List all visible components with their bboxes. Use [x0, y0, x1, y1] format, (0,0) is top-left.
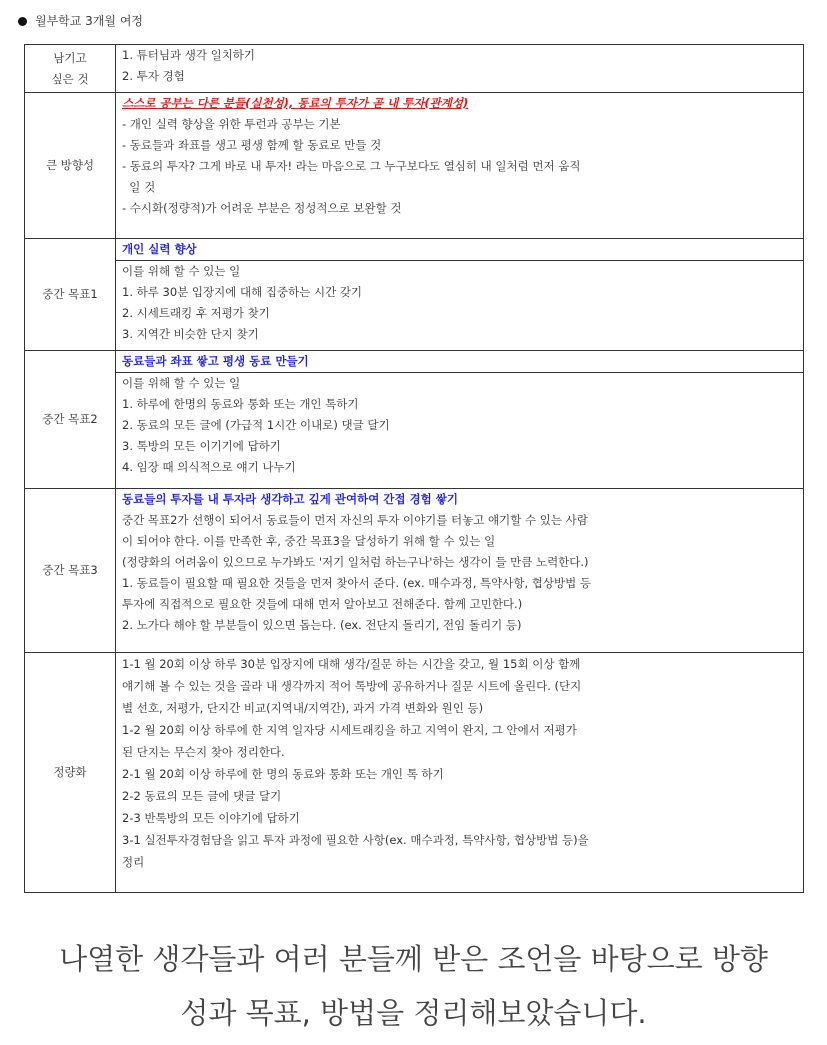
highlight-text: 동료들의 투자를 내 투자라 생각하고 깊게 관여하여 간접 경험 쌓기	[122, 492, 458, 506]
row-label	[25, 93, 116, 239]
row-label-line: 정량화	[53, 765, 87, 779]
content-line: 이를 위해 할 수 있는 일	[122, 264, 241, 278]
row-label-line: 중간 목표1	[42, 287, 98, 301]
highlight-text: 스스로 공부는 다른 분들(실천성), 동료의 투자가 곧 내 투자(관계성)	[122, 96, 469, 110]
content-line: 이를 위해 할 수 있는 일	[122, 376, 241, 390]
content-line: 투자에 직접적으로 필요한 것들에 대해 먼저 알아보고 전해준다. 함께 고민한다.)	[122, 597, 523, 611]
row-label	[25, 239, 116, 351]
row-label	[25, 45, 116, 93]
table-row	[25, 489, 804, 653]
document-title: 월부학교 3개월 여정	[35, 14, 144, 28]
content-line: 1. 하루에 한명의 동료와 통화 또는 개인 톡하기	[122, 397, 359, 411]
content-line: 2-1 월 20회 이상 하루에 한 명의 동료와 통화 또는 개인 톡 하기	[122, 767, 444, 781]
row-content	[116, 351, 804, 489]
row-label	[25, 489, 116, 653]
row-label-line: 중간 목표3	[42, 563, 98, 577]
highlight-text: 개인 실력 향상	[116, 239, 803, 261]
content-line: 2. 시세트래킹 후 저평가 찾기	[122, 306, 270, 320]
content-line: 1-1 월 20회 이상 하루 30분 입장지에 대해 생각/질문 하는 시간을 갖고, 월 15회 이상 함께	[122, 657, 581, 671]
content-line: 3. 톡방의 모든 이기기에 답하기	[122, 439, 281, 453]
content-line: 1-2 월 20회 이상 하루에 한 지역 일자당 시세트래킹을 하고 지역이 완지, 그 안에서 저평가	[122, 723, 577, 737]
content-line: 2-2 동료의 모든 글에 댓글 달기	[122, 789, 282, 803]
document-heading	[18, 12, 143, 29]
table-row	[25, 93, 804, 239]
content-line: 별 선호, 저평가, 단지간 비교(지역내/지역간), 과거 가격 변화와 원인 등)	[122, 701, 484, 715]
content-line: 3-1 실전투자경험담을 읽고 투자 과정에 필요한 사항(ex. 매수과정, 특약사항, 협상방법 등)을	[122, 833, 589, 847]
content-line: - 동료의 투자? 그게 바로 내 투자! 라는 마음으로 그 누구보다도 열심히 내 일처럼 먼저 움직	[122, 159, 581, 173]
row-content	[116, 45, 804, 93]
content-line: 이 되어야 한다. 이를 만족한 후, 중간 목표3을 달성하기 위해 할 수 있는 일	[122, 534, 496, 548]
content-line: 1. 동료들이 필요할 때 필요한 것들을 먼저 찾아서 준다. (ex. 매수과정, 특약사항, 협상방법 등	[122, 576, 591, 590]
row-content	[116, 653, 804, 893]
table-row	[25, 653, 804, 893]
caption	[0, 932, 827, 1040]
content-line: 2. 동료의 모든 글에 (가급적 1시간 이내로) 댓글 달기	[122, 418, 390, 432]
row-label-line: 중간 목표2	[42, 412, 98, 426]
row-label	[25, 653, 116, 893]
content-line: 중간 목표2가 선행이 되어서 동료들이 먼저 자신의 투자 이야기를 터놓고 얘기할 수 있는 사람	[122, 513, 588, 527]
row-label-line: 큰 방향성	[45, 158, 95, 172]
content-line: 3. 지역간 비슷한 단지 찾기	[122, 327, 259, 341]
content-line: 2. 투자 경험	[122, 69, 185, 83]
content-line: - 동료들과 좌표를 생고 평생 함께 할 동료로 만들 것	[122, 138, 382, 152]
content-line: 2. 노가다 해야 할 부분들이 있으면 돕는다. (ex. 전단지 돌리기, 전임 돌리기 등)	[122, 618, 522, 632]
content-line: - 개인 실력 향상을 위한 투런과 공부는 기본	[122, 117, 341, 131]
content-line: (정량화의 어려움이 있으므로 누가봐도 '저기 일처럼 하는구나'하는 생각이 들 만큼 노력한다.)	[122, 555, 589, 569]
table-row	[25, 351, 804, 489]
row-content	[116, 239, 804, 351]
row-label	[25, 351, 116, 489]
content-line: 1. 튜터님과 생각 일치하기	[122, 48, 256, 62]
row-label-line: 싶은 것	[51, 71, 89, 86]
content-line: 1. 하루 30분 입장지에 대해 집중하는 시간 갖기	[122, 285, 363, 299]
row-content	[116, 93, 804, 239]
content-line: 얘기해 볼 수 있는 것을 골라 내 생각까지 적어 톡방에 공유하거나 질문 시트에 올린다. (단지	[122, 679, 582, 693]
caption-line: 나열한 생각들과 여러 분들께 받은 조언을 바탕으로 방향	[59, 942, 768, 976]
plan-table	[24, 44, 804, 893]
content-line: 정리	[122, 855, 145, 869]
highlight-text: 동료들과 좌표 쌓고 평생 동료 만들기	[116, 351, 803, 373]
row-content	[116, 489, 804, 653]
table-row	[25, 239, 804, 351]
caption-line: 성과 목표, 방법을 정리해보았습니다.	[180, 996, 647, 1030]
content-line: - 수시화(정량적)가 어려운 부분은 정성적으로 보완할 것	[122, 201, 402, 215]
row-label-line: 남기고	[53, 50, 87, 65]
content-line: 일 것	[122, 180, 156, 194]
content-line: 2-3 반톡방의 모든 이야기에 답하기	[122, 811, 300, 825]
bullet-icon	[18, 17, 27, 26]
table-row	[25, 45, 804, 93]
content-line: 4. 임장 때 의식적으로 얘기 나누기	[122, 460, 296, 474]
content-line: 된 단지는 무슨지 찾아 정리한다.	[122, 745, 285, 759]
